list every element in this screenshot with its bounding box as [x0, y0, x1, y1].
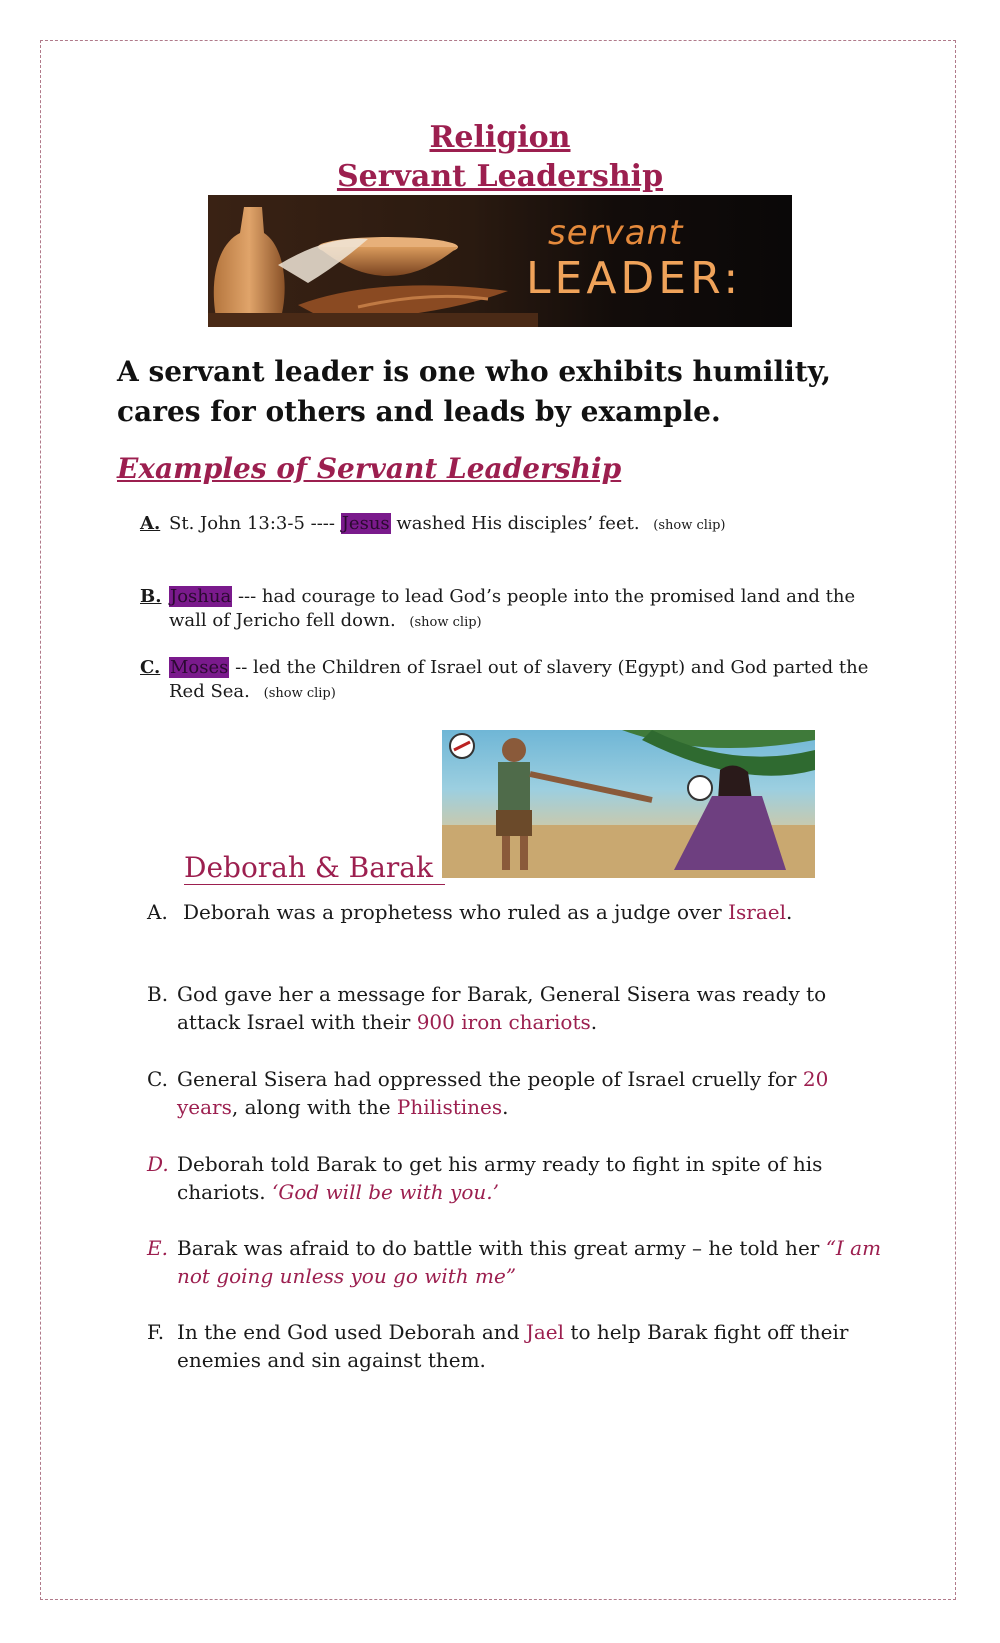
example-text: -- led the Children of Israel out of slavery (Egypt) and God parted the Red Sea. — [169, 657, 869, 702]
item-text: General Sisera had oppressed the people of Israel cruelly for — [177, 1067, 803, 1091]
keyword-chariots: 900 iron chariots — [416, 1010, 591, 1034]
item-letter: A. — [147, 900, 168, 924]
item-text: . — [502, 1095, 509, 1119]
item-letter: E. — [147, 1236, 168, 1260]
show-clip-link[interactable]: (show clip) — [409, 615, 482, 630]
illustration-artwork — [442, 730, 815, 878]
item-body — [177, 1150, 887, 1206]
item-body — [177, 1234, 887, 1290]
deborah-item-a — [147, 898, 887, 926]
item-text: Barak was afraid to do battle with this great army – he told her — [177, 1236, 826, 1260]
keyword-philistines: Philistines — [396, 1095, 503, 1119]
item-text: to help Barak fight off their enemies and sin against them. — [177, 1320, 849, 1372]
example-letter: C. — [140, 657, 161, 678]
title-block — [0, 118, 1000, 196]
item-text: , along with the — [231, 1095, 397, 1119]
deborah-item-e — [147, 1234, 887, 1290]
banner-word-servant: servant — [548, 213, 684, 253]
example-letter: B. — [140, 586, 162, 607]
example-item-a — [140, 512, 880, 538]
example-body — [169, 656, 880, 706]
highlighted-name-jesus: Jesus — [341, 513, 390, 534]
item-body — [177, 980, 887, 1036]
item-text: Deborah told Barak to get his army ready to fight in spite of his chariots. — [177, 1152, 823, 1204]
example-item-c — [140, 656, 880, 706]
deborah-barak-illustration — [442, 730, 815, 878]
deborah-item-b — [147, 980, 887, 1036]
item-text: . — [590, 1010, 598, 1034]
show-clip-link[interactable]: (show clip) — [263, 686, 336, 701]
deborah-item-f — [147, 1318, 887, 1374]
deborah-item-c — [147, 1065, 887, 1121]
item-text: God gave her a message for Barak, General Sisera was ready to attack Israel with their — [177, 982, 827, 1034]
quote-text: ‘God will be with you.’ — [272, 1180, 499, 1204]
item-body — [183, 898, 887, 926]
example-body — [169, 512, 880, 538]
item-letter: D. — [147, 1152, 169, 1176]
keyword-jael: Jael — [525, 1320, 565, 1344]
banner-word-leader: LEADER: — [526, 253, 743, 304]
keyword-israel: Israel — [728, 900, 786, 924]
item-body — [177, 1065, 887, 1121]
quote-text: “I am not going unless you go with me” — [177, 1236, 882, 1288]
highlighted-name-moses: Moses — [170, 657, 229, 678]
examples-heading: Examples of Servant Leadership — [117, 452, 622, 485]
barak-head — [502, 738, 526, 762]
page-title: Religion — [429, 120, 571, 155]
item-letter: B. — [147, 982, 169, 1006]
example-text: washed His disciples’ feet. — [396, 513, 640, 534]
example-body — [169, 585, 880, 635]
page-subtitle: Servant Leadership — [336, 159, 664, 194]
item-text: . — [786, 900, 793, 924]
item-text: Deborah was a prophetess who ruled as a judge over — [183, 900, 729, 924]
deborah-barak-heading: Deborah & Barak — [184, 852, 445, 885]
item-letter: F. — [147, 1320, 165, 1344]
barak-leg-right — [520, 836, 528, 870]
servant-leader-definition: A servant leader is one who exhibits humility, cares for others and leads by example. — [117, 355, 832, 428]
show-clip-link[interactable]: (show clip) — [653, 518, 726, 533]
barak-leg-left — [502, 836, 510, 870]
barak-skirt — [496, 810, 532, 836]
speech-bubble-2 — [688, 776, 712, 800]
highlighted-name-joshua: Joshua — [170, 586, 232, 607]
example-prefix: St. John 13:3-5 ---- — [169, 513, 335, 534]
jug-shape — [214, 207, 285, 327]
barak-arm — [530, 774, 652, 800]
example-item-b — [140, 585, 880, 635]
barak-torso — [498, 762, 530, 812]
example-text: --- had courage to lead God’s people into the promised land and the wall of Jericho fell down. — [169, 586, 856, 631]
item-text: In the end God used Deborah and — [177, 1320, 526, 1344]
item-letter: C. — [147, 1067, 168, 1091]
table-edge — [208, 313, 538, 327]
example-letter: A. — [140, 513, 161, 534]
item-body — [177, 1318, 887, 1374]
servant-leader-banner-image — [208, 195, 792, 327]
keyword-years: 20 years — [177, 1067, 829, 1119]
deborah-item-d — [147, 1150, 887, 1206]
